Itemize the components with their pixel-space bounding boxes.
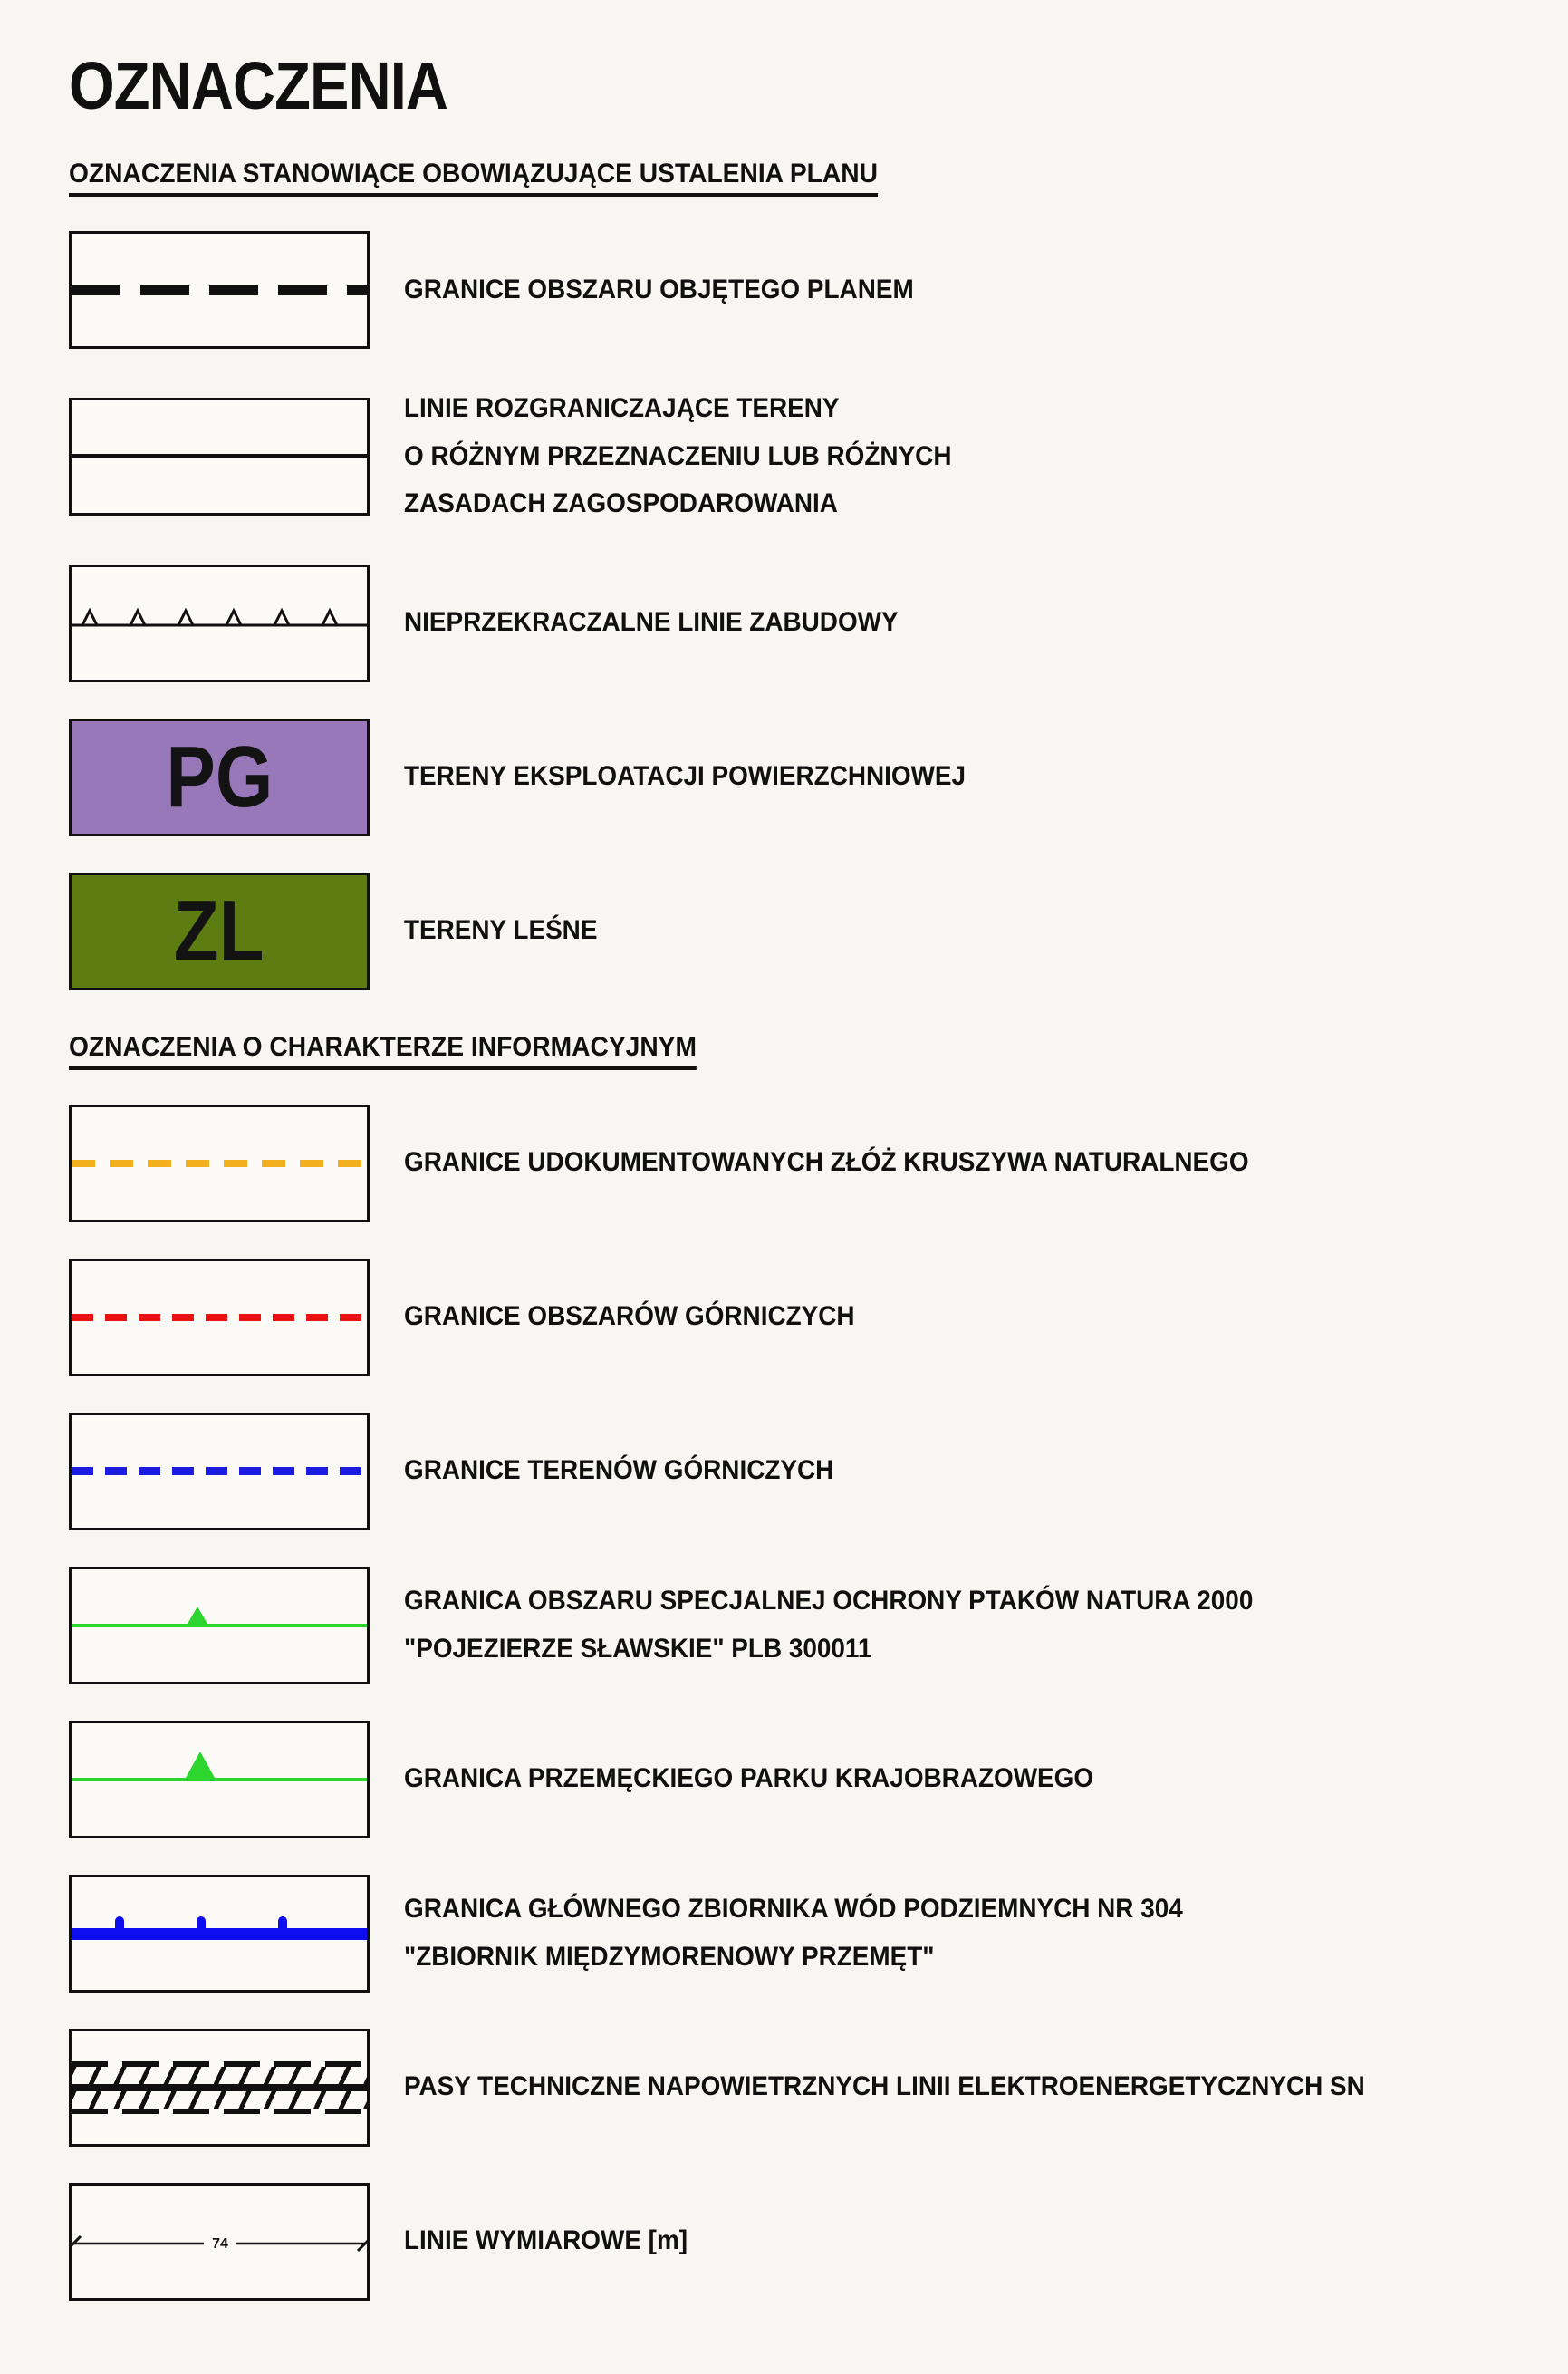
legend-item-dimension-lines — [69, 2183, 1532, 2301]
legend-item-label: NIEPRZEKRACZALNE LINIE ZABUDOWY — [404, 607, 899, 638]
plan-boundary-dashed-line-symbol — [72, 285, 367, 295]
legend-item-pg-areas — [69, 719, 1532, 836]
hatched-band-symbol — [72, 2061, 367, 2114]
symbol-box — [69, 1105, 370, 1222]
orange-dashed-line-symbol — [72, 1160, 367, 1167]
symbol-box — [69, 873, 370, 990]
legend-item-label: PASY TECHNICZNE NAPOWIETRZNYCH LINII ELEKTROENERGETYCZNYCH SN — [404, 2071, 1365, 2102]
area-code-zl: ZL — [174, 882, 265, 980]
legend-item-label: LINIE ROZGRANICZAJĄCE TERENY O RÓŻNYM PRZEZNACZENIU LUB RÓŻNYCH ZASADACH ZAGOSPODAROWANIA — [404, 393, 952, 518]
symbol-box — [69, 565, 370, 682]
symbol-box — [69, 231, 370, 349]
area-code-pg: PG — [166, 728, 273, 825]
legend-item-power-line-technical-strips — [69, 2029, 1532, 2147]
green-line-small-triangle-symbol — [72, 1624, 367, 1627]
large-triangle-marker — [186, 1752, 215, 1778]
symbol-box — [69, 1259, 370, 1376]
symbol-box — [69, 1875, 370, 1993]
legend-item-mining-area-boundary — [69, 1259, 1532, 1376]
legend-item-deposit-boundary — [69, 1105, 1532, 1222]
building-limit-line-symbol — [72, 567, 367, 680]
symbol-box — [69, 2183, 370, 2301]
legend-item-label: GRANICA PRZEMĘCKIEGO PARKU KRAJOBRAZOWEGO — [404, 1763, 1094, 1794]
dimension-line-symbol — [72, 2186, 367, 2298]
green-line-large-triangle-symbol — [72, 1778, 367, 1781]
section-heading-informational: OZNACZENIA O CHARAKTERZE INFORMACYJNYM — [69, 1032, 697, 1070]
small-triangle-marker — [188, 1607, 207, 1624]
symbol-box — [69, 398, 370, 516]
legend-item-label: GRANICE UDOKUMENTOWANYCH ZŁÓŻ KRUSZYWA NATURALNEGO — [404, 1147, 1249, 1178]
zoning-dividing-solid-line-symbol — [72, 454, 367, 458]
tick-marker — [278, 1916, 287, 1928]
dimension-value: 74 — [212, 2235, 228, 2252]
legend-item-label: GRANICA GŁÓWNEGO ZBIORNIKA WÓD PODZIEMNYCH NR 304 "ZBIORNIK MIĘDZYMORENOWY PRZEMĘT" — [404, 1894, 1183, 1972]
legend-item-label: GRANICA OBSZARU SPECJALNEJ OCHRONY PTAKÓW NATURA 2000 "POJEZIERZE SŁAWSKIE" PLB 300011 — [404, 1586, 1254, 1664]
legend-item-label: GRANICE TERENÓW GÓRNICZYCH — [404, 1455, 834, 1486]
blue-thick-line-symbol — [72, 1928, 367, 1940]
legend-item-zl-areas — [69, 873, 1532, 990]
legend-item-groundwater-reservoir-boundary — [69, 1875, 1532, 1993]
legend-item-label: LINIE WYMIAROWE [m] — [404, 2225, 688, 2256]
red-dashed-line-symbol — [72, 1314, 367, 1321]
symbol-box — [69, 2029, 370, 2147]
legend-item-plan-boundary — [69, 231, 1532, 349]
symbol-box — [69, 1413, 370, 1530]
tick-marker — [115, 1916, 124, 1928]
green-area-swatch-symbol — [72, 875, 367, 988]
legend-item-mining-terrain-boundary — [69, 1413, 1532, 1530]
legend-item-label: TERENY EKSPLOATACJI POWIERZCHNIOWEJ — [404, 761, 967, 792]
legend-item-zoning-lines — [69, 385, 1532, 528]
legend-item-building-limit — [69, 565, 1532, 682]
legend-item-label: TERENY LEŚNE — [404, 915, 598, 946]
tick-marker — [197, 1916, 206, 1928]
legend-item-landscape-park-boundary — [69, 1721, 1532, 1838]
legend-item-label: GRANICE OBSZARU OBJĘTEGO PLANEM — [404, 274, 914, 304]
symbol-box — [69, 719, 370, 836]
section-heading-binding-plan: OZNACZENIA STANOWIĄCE OBOWIĄZUJĄCE USTALENIA PLANU — [69, 159, 878, 197]
symbol-box — [69, 1721, 370, 1838]
page-title: OZNACZENIA — [69, 48, 448, 123]
blue-dashed-line-symbol — [72, 1467, 367, 1475]
legend-item-natura2000-boundary — [69, 1567, 1532, 1684]
symbol-box — [69, 1567, 370, 1684]
purple-area-swatch-symbol — [72, 721, 367, 834]
legend-item-label: GRANICE OBSZARÓW GÓRNICZYCH — [404, 1301, 855, 1332]
